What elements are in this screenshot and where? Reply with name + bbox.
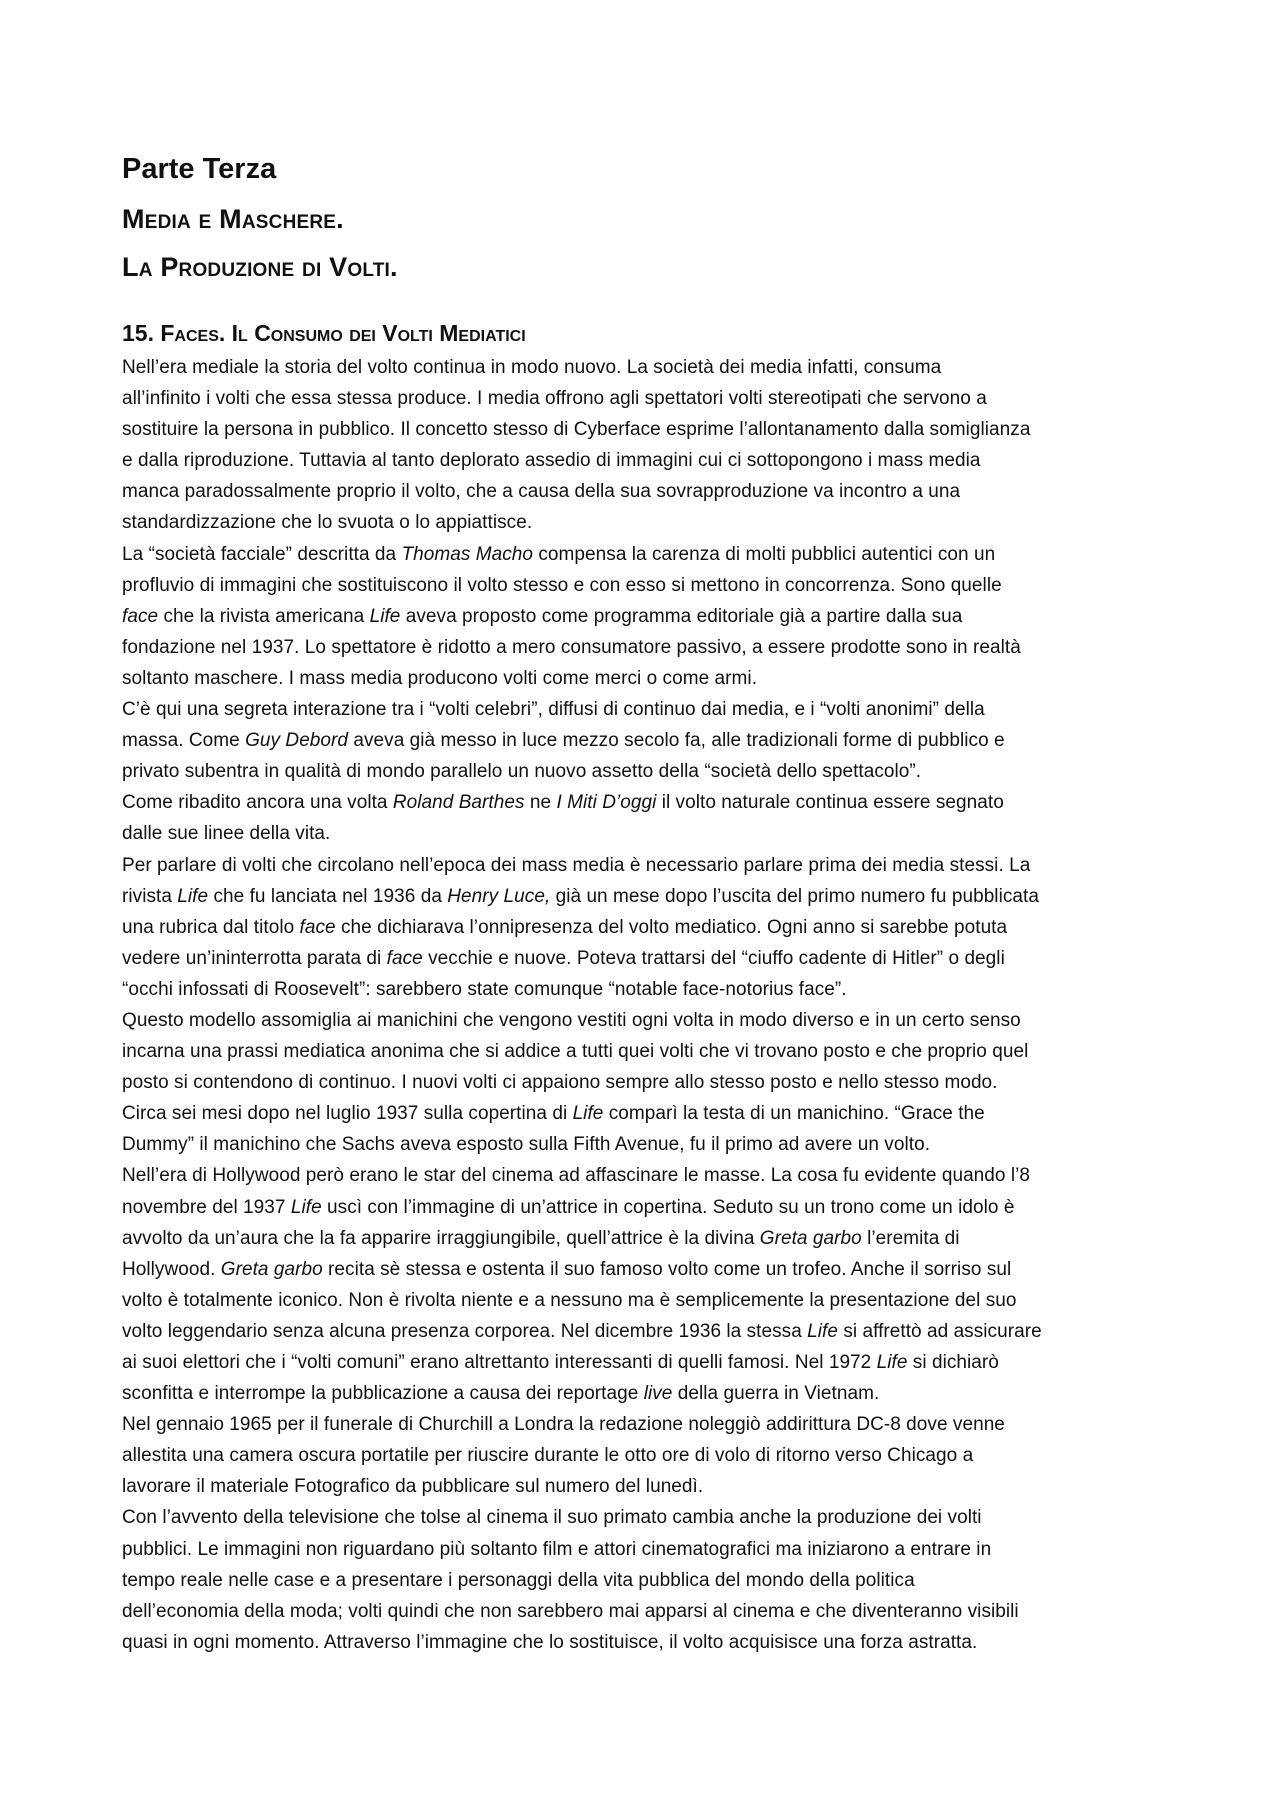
text-line: all’infinito i volti che essa stessa produce. I media offrono agli spettatori volti stereotipati che servono a: [122, 388, 987, 410]
document-page: [122, 150, 1172, 1658]
text-line: [122, 570, 1172, 601]
text-segment: tempo reale nelle case e a presentare i personaggi della vita pubblica del mondo della politica: [122, 1569, 915, 1591]
italic-text: Life: [177, 885, 209, 907]
italic-text: Life: [876, 1352, 908, 1373]
text-segment: “occhi infossati di Roosevelt”: sarebbero state comunque “notable face-notorius face”.: [122, 978, 847, 1000]
text-segment: Circa sei mesi dopo nel luglio 1937 sulla copertina di: [122, 1103, 573, 1125]
text-line: [122, 539, 1172, 570]
paragraph: [122, 1502, 1172, 1657]
text-line: [122, 943, 1172, 974]
text-line: [122, 1067, 1172, 1098]
italic-text: Life: [369, 605, 401, 627]
text-segment: rivista: [122, 885, 178, 907]
text-line: [122, 1160, 1172, 1191]
body-text: [122, 352, 1172, 1658]
text-line: [122, 756, 1172, 787]
italic-text: Greta garbo: [220, 1258, 323, 1280]
text-segment: vedere un’ininterrotta parata di: [122, 947, 387, 969]
text-line: [122, 1440, 1172, 1471]
part-heading: Parte Terza: [122, 153, 277, 185]
text-line: [122, 974, 1172, 1005]
text-segment: vecchie e nuove. Poteva trattarsi del “ciuffo cadente di Hitler” o degli: [422, 947, 1005, 969]
text-segment: Dummy” il manichino che Sachs aveva esposto sulla Fifth Avenue, fu il primo ad avere un volto.: [122, 1134, 931, 1156]
text-line: [122, 1565, 1172, 1596]
text-segment: compensa la carenza di molti pubblici autentici con un: [533, 543, 996, 565]
text-line: standardizzazione che lo svuota o lo appiattisce.: [122, 512, 533, 534]
italic-text: Thomas Macho: [401, 543, 534, 565]
italic-text: Life: [290, 1196, 322, 1218]
text-line: [122, 632, 1172, 663]
text-segment: uscì con l’immagine di un’attrice in copertina. Seduto su un trono come un idolo è: [321, 1196, 1015, 1218]
text-segment: avvolto da un’aura che la fa apparire irraggiungibile, quell’attrice è la divina: [122, 1227, 760, 1249]
text-line: e dalla riproduzione. Tuttavia al tanto deplorato assedio di immagini cui ci sottopongono i mass media: [122, 450, 981, 472]
text-segment: soltanto maschere. I mass media producono volti come merci o come armi.: [122, 667, 758, 689]
text-line: [122, 1534, 1172, 1565]
italic-text: face: [386, 947, 423, 969]
text-segment: fondazione nel 1937. Lo spettatore è ridotto a mero consumatore passivo, a essere prodotte sono in realtà: [122, 636, 1021, 658]
paragraph: [122, 694, 1172, 787]
text-line: Nell’era mediale la storia del volto continua in modo nuovo. La società dei media infatti, consuma: [122, 357, 942, 378]
text-segment: La “società facciale” descritta da: [122, 543, 402, 565]
italic-text: Roland Barthes: [392, 792, 525, 814]
text-segment: dalle sue linee della vita.: [122, 823, 331, 845]
text-segment: recita sè stessa e ostenta il suo famoso volto come un trofeo. Anche il sorriso sul: [322, 1258, 1012, 1280]
text-segment: il volto naturale continua essere segnato: [656, 792, 1004, 814]
text-segment: novembre del 1937: [122, 1196, 291, 1218]
text-segment: pubblici. Le immagini non riguardano più soltanto film e attori cinematografici ma iniziarono a entrare in: [122, 1538, 992, 1560]
text-line: [122, 912, 1172, 943]
paragraph: [122, 787, 1172, 849]
text-line: [122, 1098, 1172, 1129]
text-segment: si dichiarò: [907, 1352, 999, 1373]
text-line: [122, 1285, 1172, 1316]
italic-text: Greta garbo: [759, 1227, 862, 1249]
paragraph: [122, 539, 1172, 694]
text-segment: C’è qui una segreta interazione tra i “volti celebri”, diffusi di continuo dai media, e i “volti anonimi” della: [122, 699, 985, 721]
text-segment: aveva già messo in luce mezzo secolo fa, alle tradizionali forme di pubblico e: [348, 730, 1005, 752]
text-line: manca paradossalmente proprio il volto, che a causa della sua sovrapproduzione va incontro a una: [122, 481, 961, 503]
text-line: [122, 1223, 1172, 1254]
text-segment: Nel gennaio 1965 per il funerale di Churchill a Londra la redazione noleggiò addirittura DC-8 dove venne: [122, 1414, 1005, 1436]
text-segment: Hollywood.: [122, 1258, 221, 1280]
text-line: [122, 1347, 1172, 1378]
text-segment: Come ribadito ancora una volta: [122, 792, 393, 814]
text-line: [122, 1129, 1172, 1160]
text-line: [122, 1471, 1172, 1502]
text-segment: della guerra in Vietnam.: [672, 1383, 880, 1405]
text-line: [122, 787, 1172, 818]
text-line: [122, 1192, 1172, 1223]
text-segment: incarna una prassi mediatica anonima che si addice a tutti quei volti che vi trovano posto e che proprio quel: [122, 1041, 1029, 1063]
paragraph: [122, 850, 1172, 1005]
text-segment: posto si contendono di continuo. I nuovi volti ci appaiono sempre allo stesso posto e nello stesso modo.: [122, 1072, 998, 1094]
text-segment: volto è totalmente iconico. Non è rivolta niente e a nessuno ma è semplicemente la presentazione del suo: [122, 1289, 1017, 1311]
text-segment: che la rivista americana: [158, 605, 370, 627]
text-segment: dell’economia della moda; volti quindi che non sarebbero mai apparsi al cinema e che diventeranno visibili: [122, 1600, 1019, 1622]
text-line: [122, 1378, 1172, 1409]
paragraph: [122, 1005, 1172, 1160]
text-line: [122, 1036, 1172, 1067]
chapter-title: 15. Faces. Il Consumo dei Volti Mediatici: [122, 320, 526, 346]
text-segment: l’eremita di: [861, 1227, 960, 1249]
text-line: [122, 818, 1172, 849]
text-line: [122, 1502, 1172, 1533]
text-line: [122, 663, 1172, 694]
text-segment: si affrettò ad assicurare: [838, 1320, 1042, 1342]
paragraph: [122, 1409, 1172, 1502]
text-segment: quasi in ogni momento. Attraverso l’immagine che lo sostituisce, il volto acquisisce una forza astratta.: [122, 1631, 978, 1653]
text-segment: aveva proposto come programma editoriale già a partire dalla sua: [400, 605, 963, 627]
text-line: [122, 694, 1172, 725]
text-segment: privato subentra in qualità di mondo parallelo un nuovo assetto della “società dello spettacolo”.: [122, 761, 922, 783]
text-segment: lavorare il materiale Fotografico da pubblicare sul numero del lunedì.: [122, 1476, 704, 1498]
text-segment: volto leggendario senza alcuna presenza corporea. Nel dicembre 1936 la stessa: [122, 1320, 808, 1342]
text-segment: Questo modello assomiglia ai manichini che vengono vestiti ogni volta in modo diverso e in un certo senso: [122, 1009, 1021, 1031]
text-line: [122, 1254, 1172, 1285]
text-segment: Nell’era di Hollywood però erano le star del cinema ad affascinare le masse. La cosa fu evidente quando l’8: [122, 1165, 1031, 1187]
text-segment: comparì la testa di un manichino. “Grace the: [603, 1103, 985, 1125]
italic-text: Guy Debord: [245, 730, 349, 752]
text-segment: già un mese dopo l’uscita del primo numero fu pubblicata: [550, 885, 1039, 907]
text-line: sostituire la persona in pubblico. Il concetto stesso di Cyberface esprime l’allontanamento dalla somiglianza: [122, 419, 1031, 441]
section-title-line-1: Media e Maschere.: [122, 204, 344, 234]
paragraph: [122, 1160, 1172, 1409]
italic-text: face: [299, 916, 336, 938]
text-segment: ne: [524, 792, 557, 814]
italic-text: Henry Luce,: [447, 885, 551, 907]
text-line: [122, 1316, 1172, 1347]
italic-text: I Miti D’oggi: [556, 792, 657, 814]
text-segment: massa. Come: [122, 730, 246, 752]
text-line: [122, 1005, 1172, 1036]
text-segment: ai suoi elettori che i “volti comuni” erano altrettanto interessanti di quelli famosi. Nel 1972: [122, 1352, 877, 1373]
text-line: [122, 1627, 1172, 1658]
text-segment: una rubrica dal titolo: [122, 916, 300, 938]
italic-text: Life: [572, 1103, 604, 1125]
text-segment: Per parlare di volti che circolano nell’epoca dei mass media è necessario parlare prima dei media stessi. La: [122, 854, 1031, 876]
italic-text: live: [643, 1383, 673, 1405]
italic-text: face: [122, 605, 159, 627]
text-line: [122, 850, 1172, 881]
text-segment: profluvio di immagini che sostituiscono il volto stesso e con esso si mettono in concorrenza. Sono quelle: [122, 574, 1002, 596]
text-line: [122, 601, 1172, 632]
text-segment: Con l’avvento della televisione che tolse al cinema il suo primato cambia anche la produzione dei volti: [122, 1507, 982, 1529]
text-line: [122, 881, 1172, 912]
section-title-line-2: La Produzione di Volti.: [122, 252, 398, 282]
text-line: [122, 1596, 1172, 1627]
paragraph: [122, 352, 1172, 539]
text-line: [122, 1409, 1172, 1440]
text-segment: che dichiarava l’onnipresenza del volto mediatico. Ogni anno si sarebbe potuta: [335, 916, 1008, 938]
text-line: [122, 725, 1172, 756]
text-segment: che fu lanciata nel 1936 da: [208, 885, 448, 907]
text-segment: sconfitta e interrompe la pubblicazione a causa dei reportage: [122, 1383, 644, 1405]
italic-text: Life: [807, 1320, 838, 1342]
text-segment: allestita una camera oscura portatile per riuscire durante le otto ore di volo di ritorno verso Chicago a: [122, 1445, 974, 1467]
